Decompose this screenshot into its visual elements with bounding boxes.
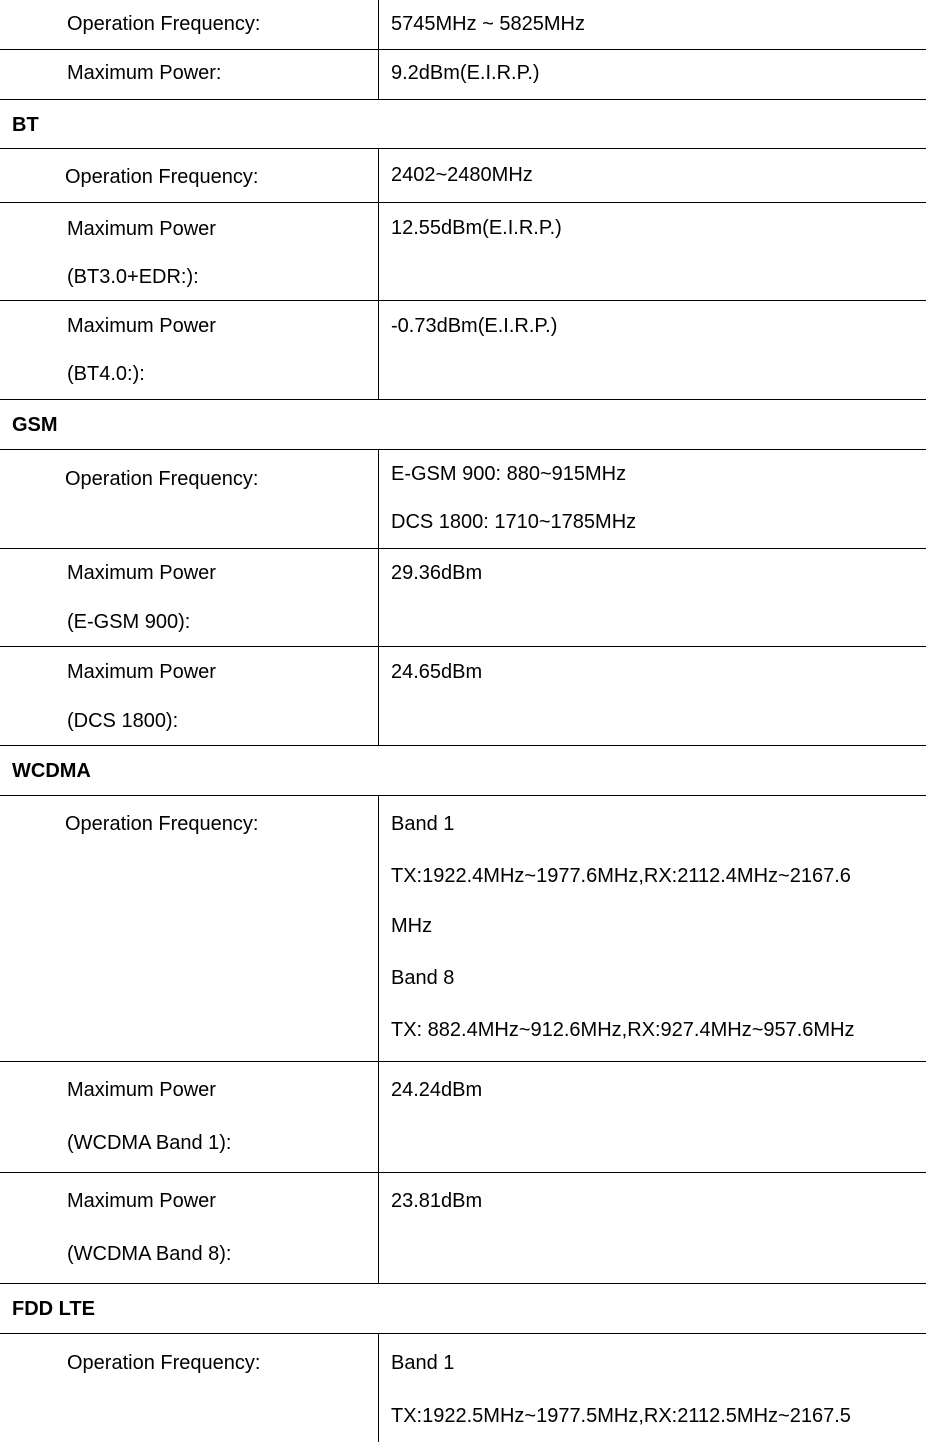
value-cell [380, 1173, 926, 1283]
label-cell [0, 301, 379, 399]
label-cell [0, 1062, 379, 1172]
row-label: Operation Frequency: [65, 468, 259, 490]
row-label: Operation Frequency: [65, 166, 259, 188]
label-cell [0, 0, 379, 49]
label-cell [0, 450, 379, 548]
table-row [0, 450, 926, 549]
table-row [0, 549, 926, 647]
row-value: TX:1922.4MHz~1977.6MHz,RX:2112.4MHz~2167.6 [391, 865, 851, 887]
row-value: DCS 1800: 1710~1785MHz [391, 511, 637, 533]
row-label: Maximum Power [67, 1190, 216, 1212]
row-value: 9.2dBm(E.I.R.P.) [391, 62, 540, 84]
section-title: FDD LTE [12, 1298, 95, 1320]
section-title: BT [12, 114, 39, 136]
value-cell [380, 796, 926, 1061]
value-cell [380, 1334, 926, 1442]
row-value: 29.36dBm [391, 562, 483, 584]
section-title: GSM [12, 414, 58, 436]
row-value: TX: 882.4MHz~912.6MHz,RX:927.4MHz~957.6MHz [391, 1019, 855, 1041]
value-cell [380, 450, 926, 548]
row-value: -0.73dBm(E.I.R.P.) [391, 315, 558, 337]
table-row [0, 149, 926, 203]
row-value: TX:1922.5MHz~1977.5MHz,RX:2112.5MHz~2167.5 [391, 1405, 851, 1427]
label-cell [0, 796, 379, 1061]
table-row [0, 647, 926, 746]
row-value: Band 8 [391, 967, 455, 989]
table-row [0, 0, 926, 50]
row-label: Maximum Power [67, 1079, 216, 1101]
value-cell [380, 50, 926, 99]
table-row [0, 50, 926, 100]
row-label: Operation Frequency: [67, 1352, 261, 1374]
section-header-fdd-lte [0, 1284, 926, 1334]
value-cell [380, 301, 926, 399]
label-cell [0, 50, 379, 99]
label-cell [0, 1334, 379, 1442]
row-label: Operation Frequency: [67, 13, 261, 35]
row-value: 24.65dBm [391, 661, 483, 683]
value-cell [380, 203, 926, 300]
row-value: E-GSM 900: 880~915MHz [391, 463, 627, 485]
label-cell [0, 549, 379, 646]
row-value: 24.24dBm [391, 1079, 483, 1101]
section-header-gsm [0, 400, 926, 450]
row-value: 12.55dBm(E.I.R.P.) [391, 217, 562, 239]
row-label: (WCDMA Band 1): [67, 1132, 232, 1154]
row-label: (BT4.0:): [67, 363, 145, 385]
row-label: (BT3.0+EDR:): [67, 266, 199, 288]
row-value: 5745MHz ~ 5825MHz [391, 13, 585, 35]
value-cell [380, 549, 926, 646]
row-value: Band 1 [391, 1352, 455, 1374]
row-label: Maximum Power [67, 562, 216, 584]
row-label: (DCS 1800): [67, 710, 179, 732]
value-cell [380, 0, 926, 49]
row-value: 2402~2480MHz [391, 164, 533, 186]
row-label: (WCDMA Band 8): [67, 1243, 232, 1265]
row-value: MHz [391, 915, 433, 937]
label-cell [0, 1173, 379, 1283]
row-value: Band 1 [391, 813, 455, 835]
label-cell [0, 203, 379, 300]
label-cell [0, 647, 379, 745]
row-label: Maximum Power [67, 661, 216, 683]
section-header-bt [0, 100, 926, 149]
table-row [0, 796, 926, 1062]
table-row [0, 1334, 926, 1442]
label-cell [0, 149, 379, 202]
section-header-wcdma [0, 746, 926, 796]
section-title: WCDMA [12, 760, 91, 782]
row-label: Operation Frequency: [65, 813, 259, 835]
row-value: 23.81dBm [391, 1190, 483, 1212]
row-label: Maximum Power [67, 218, 216, 240]
value-cell [380, 149, 926, 202]
row-label: (E-GSM 900): [67, 611, 191, 633]
value-cell [380, 1062, 926, 1172]
table-row [0, 301, 926, 400]
value-cell [380, 647, 926, 745]
table-row [0, 1062, 926, 1173]
row-label: Maximum Power [67, 315, 216, 337]
table-row [0, 203, 926, 301]
row-label: Maximum Power: [67, 62, 222, 84]
table-row [0, 1173, 926, 1284]
